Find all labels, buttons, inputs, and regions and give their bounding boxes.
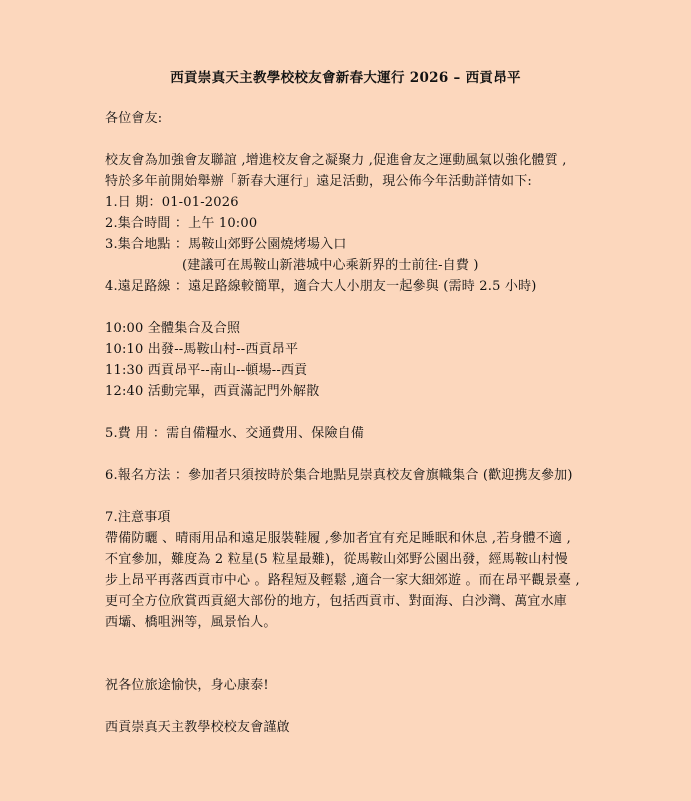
notes-line: 不宜參加，難度為 2 粒星(5 粒星最難)，從馬鞍山郊野公園出發，經馬鞍山村慢	[105, 552, 568, 567]
document-title: 西貢崇真天主教學校校友會新春大運行 2026 – 西貢昂平	[170, 70, 521, 86]
salutation: 各位會友:	[105, 111, 163, 126]
schedule-item: 10:00 全體集合及合照	[105, 321, 241, 336]
intro-line-2: 特於多年前開始舉辦「新春大運行」遠足活動，現公佈今年活動詳情如下:	[105, 174, 532, 189]
notes-line: 西壩、橋咀洲等，風景怡人。	[105, 615, 277, 630]
schedule-item: 10:10 出發--馬鞍山村--西貢昂平	[105, 342, 299, 357]
notes-line: 更可全方位欣賞西貢絕大部份的地方，包括西貢市、對面海、白沙灣、萬宜水庫	[105, 594, 568, 609]
intro-line-1: 校友會為加強會友聯誼 ,增進校友會之凝聚力 ,促進會友之運動風氣以強化體質 ,	[105, 153, 567, 168]
schedule-item: 12:40 活動完畢，西貢滿記門外解散	[105, 384, 320, 399]
detail-route: 4.遠足路線 ：遠足路線較簡單，適合大人小朋友一起參與 (需時 2.5 小時)	[105, 279, 537, 294]
notes-heading: 7.注意事項	[105, 510, 171, 525]
notes-line: 步上昂平再落西貢市中心 。路程短及輕鬆 ,適合一家大細郊遊 。而在昂平觀景臺 ,	[105, 573, 580, 588]
detail-time: 2.集合時間 ：上午 10:00	[105, 216, 258, 231]
detail-place: 3.集合地點 ：馬鞍山郊野公園燒烤場入口	[105, 237, 347, 252]
detail-date: 1.日 期：01-01-2026	[105, 195, 239, 210]
fee-line: 5.費 用 ：需自備糧水、交通費用、保險自備	[105, 426, 365, 441]
notes-line: 帶備防曬 、晴雨用品和遠足服裝鞋履 ,參加者宜有充足睡眠和休息 ,若身體不適 ,	[105, 531, 571, 546]
registration-line: 6.報名方法 ：參加者只須按時於集合地點見崇真校友會旗幟集合 (歡迎携友參加)	[105, 468, 573, 483]
signature-line: 西貢崇真天主教學校校友會謹啟	[105, 720, 290, 735]
schedule-item: 11:30 西貢昂平--南山--頓場--西貢	[105, 363, 308, 378]
closing-line: 祝各位旅途愉快，身心康泰!	[105, 678, 269, 693]
detail-place-note: (建議可在馬鞍山新港城中心乘新界的士前往-自費 )	[182, 258, 479, 273]
